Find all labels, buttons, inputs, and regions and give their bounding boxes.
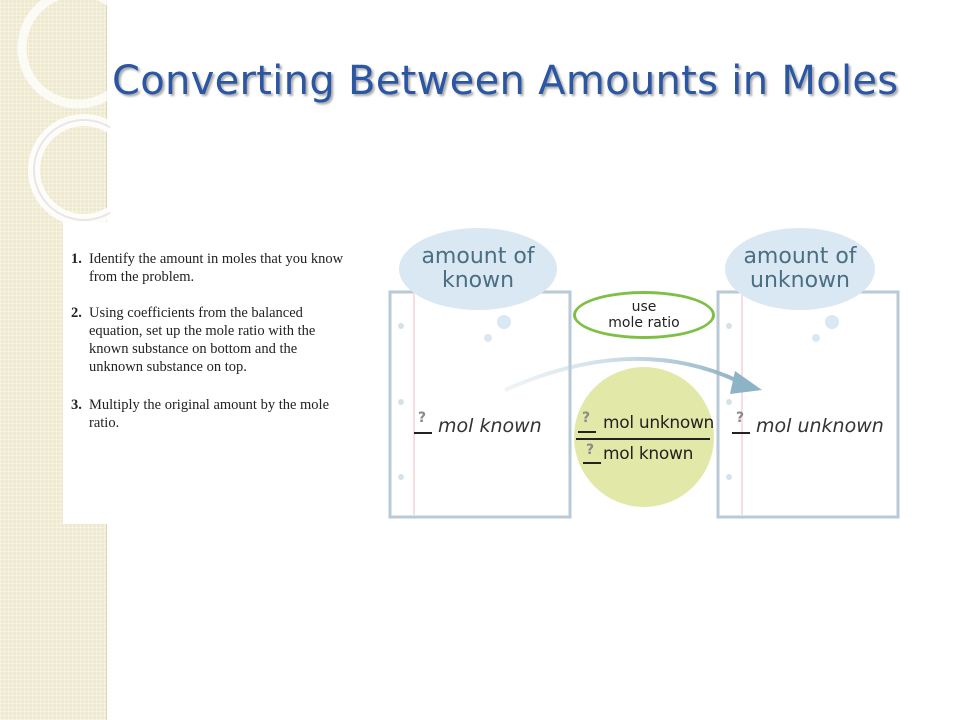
bubble-label: known xyxy=(441,268,515,293)
use-mole-ratio-label xyxy=(573,291,715,339)
steps-panel xyxy=(63,222,355,524)
page-title: Converting Between Amounts in Moles xyxy=(112,58,899,104)
question-mark: ? xyxy=(582,410,591,426)
blank-line xyxy=(732,432,750,434)
known-expression: mol known xyxy=(438,415,542,437)
step-text: Using coefficients from the balanced equation, set up the mole ratio with the known substance on bottom and the unknown substance on top. xyxy=(89,305,316,375)
unknown-notebook-page xyxy=(718,292,898,517)
bubble-label: unknown xyxy=(750,268,850,293)
known-amount-bubble xyxy=(399,228,557,310)
step-item xyxy=(71,396,351,432)
blank-line xyxy=(578,431,596,433)
ratio-denominator: mol known xyxy=(603,444,694,464)
ratio-numerator: mol unknown xyxy=(603,413,715,433)
decorative-rings xyxy=(0,0,110,240)
blank-line xyxy=(583,462,601,464)
mole-ratio-circle xyxy=(574,367,714,507)
unknown-expression: mol unknown xyxy=(756,415,884,437)
question-mark: ? xyxy=(736,410,745,426)
ratio-label-line: mole ratio xyxy=(608,315,680,331)
unknown-amount-bubble xyxy=(725,228,875,310)
ratio-label-line: use xyxy=(631,299,657,315)
question-mark: ? xyxy=(418,410,427,426)
known-notebook-page xyxy=(390,292,570,517)
step-number: 2. xyxy=(71,305,82,321)
blank-line xyxy=(414,432,432,434)
step-item xyxy=(71,250,351,286)
mole-conversion-diagram xyxy=(380,222,910,522)
bubble-label: amount of xyxy=(421,244,535,269)
bubble-label: amount of xyxy=(743,244,857,269)
step-item xyxy=(71,304,351,376)
step-number: 1. xyxy=(71,251,82,267)
question-mark: ? xyxy=(586,442,595,458)
step-number: 3. xyxy=(71,397,82,413)
step-text: Multiply the original amount by the mole ratio. xyxy=(89,397,330,431)
step-text: Identify the amount in moles that you know from the problem. xyxy=(89,251,344,285)
